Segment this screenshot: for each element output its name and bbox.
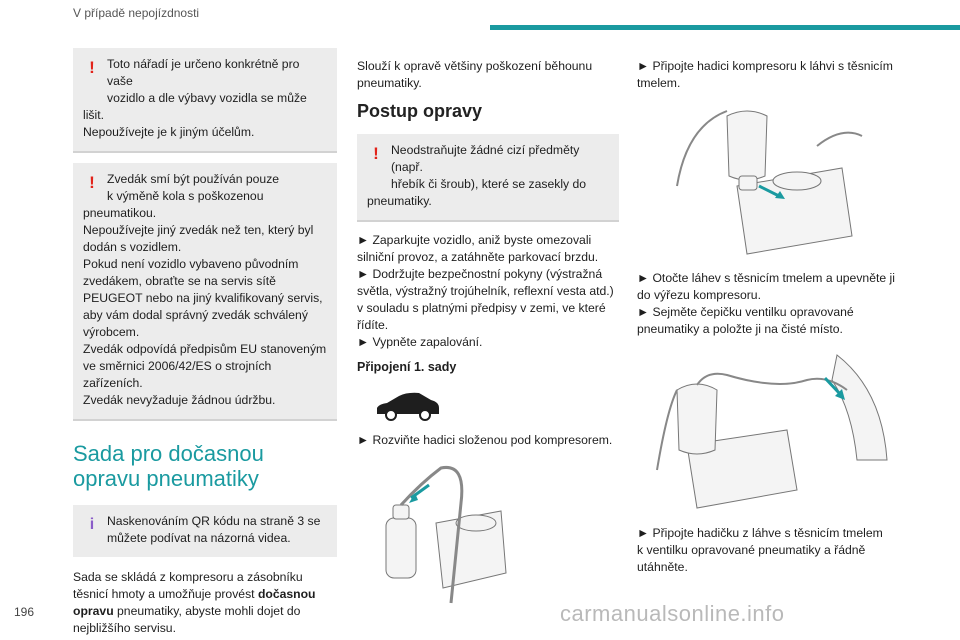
note-text: zvedákem, obraťte se na servis sítě <box>83 274 276 288</box>
section-heading <box>73 441 337 491</box>
note-text: Nepoužívejte jiný zvedák než ten, který byl <box>83 223 314 237</box>
repair-procedure-heading: Postup opravy <box>357 101 483 121</box>
note-text: můžete podívat na názorná videa. <box>107 531 291 545</box>
connection-subheading: Připojení 1. sady <box>357 360 457 374</box>
body-line: Slouží k opravě většiny poškození běhounu <box>357 59 593 73</box>
note-text: Neodstraňujte žádné cizí předměty (např. <box>391 143 580 174</box>
note-text: Toto nářadí je určeno konkrétně pro vaše <box>107 57 300 88</box>
step-line: silniční provoz, a zatáhněte parkovací brzdu. <box>357 250 599 264</box>
step-line: světla, výstražný trojúhelník, reflexní vesta atd.) <box>357 284 614 298</box>
info-note-qr <box>73 505 337 557</box>
note-text: lišit. <box>83 108 104 122</box>
header-accent-bar <box>490 25 960 30</box>
step-line: ► Zaparkujte vozidlo, aniž byste omezovali <box>357 233 592 247</box>
step-line: utáhněte. <box>637 560 688 574</box>
note-text: Zvedák nevyžaduje žádnou údržbu. <box>83 393 276 407</box>
note-text: aby vám dodal správný zvedák schválený <box>83 308 308 322</box>
note-text: pneumatikou. <box>83 206 157 220</box>
compressor-hose-illustration <box>381 463 511 613</box>
heading-line: opravu pneumatiky <box>73 466 259 491</box>
step-line: k ventilku opravované pneumatiky a řádně <box>637 543 866 557</box>
procedure-steps <box>357 232 619 351</box>
watermark: carmanualsonline.info <box>560 601 785 626</box>
step-line: ► Připojte hadici kompresoru k láhvi s těsnicím <box>637 59 893 73</box>
note-text: Naskenováním QR kódu na straně 3 se <box>107 514 321 528</box>
hose-valve-illustration <box>647 350 897 515</box>
page-number: 196 <box>14 605 35 619</box>
warning-icon: ! <box>89 58 95 77</box>
step-line: ► Rozviňte hadici složenou pod kompresorem. <box>357 433 613 447</box>
note-text: výrobcem. <box>83 325 140 339</box>
note-text: zařízeních. <box>83 376 143 390</box>
body-line: nejbližšího servisu. <box>73 621 176 635</box>
note-text: ve směrnici 2006/42/ES o strojních <box>83 359 272 373</box>
step-line: pneumatiky a položte ji na čisté místo. <box>637 322 843 336</box>
step-line: ► Dodržujte bezpečnostní pokyny (výstražná <box>357 267 603 281</box>
warning-icon: ! <box>89 173 95 192</box>
step-line: ► Vypněte zapalování. <box>357 335 483 349</box>
intro-text <box>357 58 619 92</box>
step-line: ► Připojte hadičku z láhve s těsnicím tmelem <box>637 526 883 540</box>
column-right <box>637 58 905 576</box>
note-text: Zvedák odpovídá předpisům EU stanoveným <box>83 342 327 356</box>
body-line: pneumatiky, abyste mohli dojet do <box>117 604 301 618</box>
warning-note-tools <box>73 48 337 153</box>
note-text: PEUGEOT nebo na jiný kvalifikovaný servis, <box>83 291 323 305</box>
step-line: v souladu s platnými předpisy v zemi, ve které <box>357 301 606 315</box>
step-line: do výřezu kompresoru. <box>637 288 761 302</box>
info-icon: i <box>89 516 95 533</box>
step-rotate-bottle <box>637 270 905 338</box>
bottle-compressor-illustration <box>667 106 867 256</box>
note-text: Zvedák smí být používán pouze <box>107 172 280 186</box>
warning-icon: ! <box>373 144 379 163</box>
car-silhouette-icon <box>373 384 443 424</box>
step-line: ► Sejměte čepičku ventilku opravované <box>637 305 854 319</box>
note-text: Nepoužívejte je k jiným účelům. <box>83 125 255 139</box>
body-bold: opravu <box>73 604 114 618</box>
warning-note-jack <box>73 163 337 421</box>
step-line: tmelem. <box>637 76 681 90</box>
note-text: Pokud není vozidlo vybaveno původním <box>83 257 299 271</box>
note-text: hřebík či šroub), které se zasekly do <box>391 177 587 191</box>
note-text: k výměně kola s poškozenou <box>107 189 264 203</box>
step-line: řídíte. <box>357 318 389 332</box>
body-line: těsnicí hmoty a umožňuje provést <box>73 587 255 601</box>
column-left <box>73 48 337 637</box>
step-line: ► Otočte láhev s těsnicím tmelem a upevněte ji <box>637 271 895 285</box>
column-middle <box>357 58 619 613</box>
body-line: pneumatiky. <box>357 76 422 90</box>
body-line: Sada se skládá z kompresoru a zásobníku <box>73 570 303 584</box>
body-bold: dočasnou <box>257 587 316 601</box>
note-text: pneumatiky. <box>367 194 432 208</box>
note-text: dodán s vozidlem. <box>83 240 182 254</box>
step-attach-to-valve <box>637 525 905 576</box>
heading-line: Sada pro dočasnou <box>73 441 264 466</box>
kit-description <box>73 569 337 637</box>
warning-note-foreign-objects <box>357 134 619 222</box>
note-text: vozidlo a dle výbavy vozidla se může <box>107 91 307 105</box>
section-title: V případě nepojízdnosti <box>73 6 200 20</box>
step-connect-hose <box>637 58 905 92</box>
